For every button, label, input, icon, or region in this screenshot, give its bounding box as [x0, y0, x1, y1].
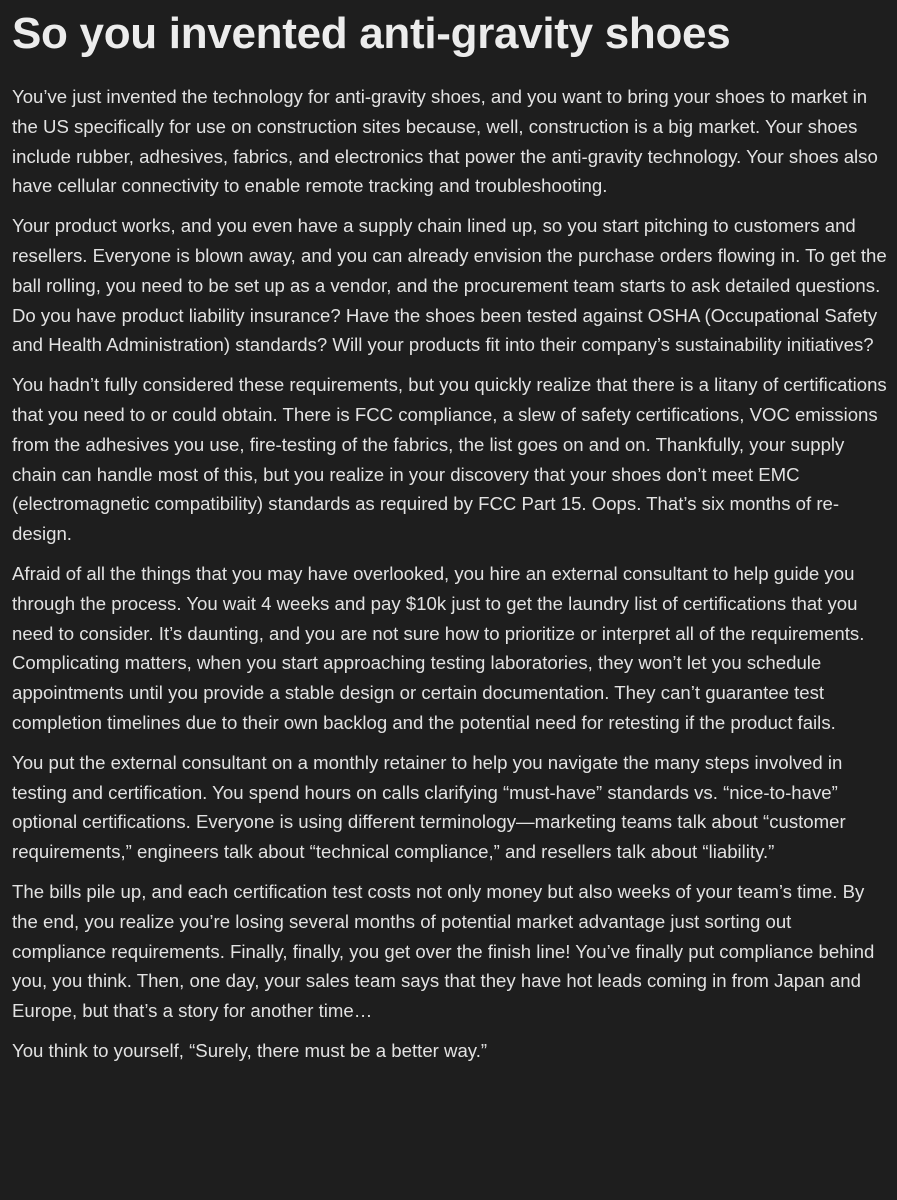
paragraph-1: You’ve just invented the technology for anti-gravity shoes, and you want to bring your shoes to market in the US specifically for use on construction sites because, well, construction is a big market. Your shoes include rubber, adhesives, fabrics, and electronics that power the anti-gravity technology. Your shoes also have cellular connectivity to enable remote tracking and troubleshooting. [12, 86, 878, 197]
paragraph-4: Afraid of all the things that you may have overlooked, you hire an external consultant to help guide you through the process. You wait 4 weeks and pay $10k just to get the laundry list of certifications that you need to consider. It’s daunting, and you are not sure how to prioritize or interpret all of the requirements. Complicating matters, when you start approaching testing laboratories, they won’t let you schedule appointments until you provide a stable design or certain documentation. They can’t guarantee test completion timelines due to their own backlog and the potential need for retesting if the product fails. [12, 562, 865, 733]
paragraph-6: The bills pile up, and each certification test costs not only money but also weeks of your team’s time. By the end, you realize you’re losing several months of potential market advantage just sorting out compliance requirements. Finally, finally, you get over the finish line! You’ve finally put compliance behind you, you think. Then, one day, your sales team says that they have hot leads coming in from Japan and Europe, but that’s a story for another time… [12, 880, 875, 1022]
paragraph-3: You hadn’t fully considered these requirements, but you quickly realize that there is a litany of certifications that you need to or could obtain. There is FCC compliance, a slew of safety certifications, VOC emissions from the adhesives you use, fire-testing of the fabrics, the list goes on and on. Thankfully, your supply chain can handle most of this, but you realize in your discovery that your shoes don’t meet EMC (electromagnetic compatibility) standards as required by FCC Part 15. Oops. That’s six months of re-design. [12, 374, 887, 545]
paragraph-5: You put the external consultant on a monthly retainer to help you navigate the many steps involved in testing and certification. You spend hours on calls clarifying “must-have” standards vs. “nice-to-have” optional certifications. Everyone is using different terminology—marketing teams talk about “customer requirements,” engineers talk about “technical compliance,” and resellers talk about “liability.” [12, 751, 846, 863]
paragraph-2: Your product works, and you even have a supply chain lined up, so you start pitching to customers and resellers. Everyone is blown away, and you can already envision the purchase orders flowing in. To get the ball rolling, you need to be set up as a vendor, and the procurement team starts to ask detailed questions. Do you have product liability insurance? Have the shoes been tested against OSHA (Occupational Safety and Health Administration) standards? Will your products fit into their company’s sustainability initiatives? [12, 215, 887, 356]
page-title: So you invented anti-gravity shoes [12, 9, 731, 58]
paragraph-7: You think to yourself, “Surely, there must be a better way.” [12, 1039, 488, 1061]
